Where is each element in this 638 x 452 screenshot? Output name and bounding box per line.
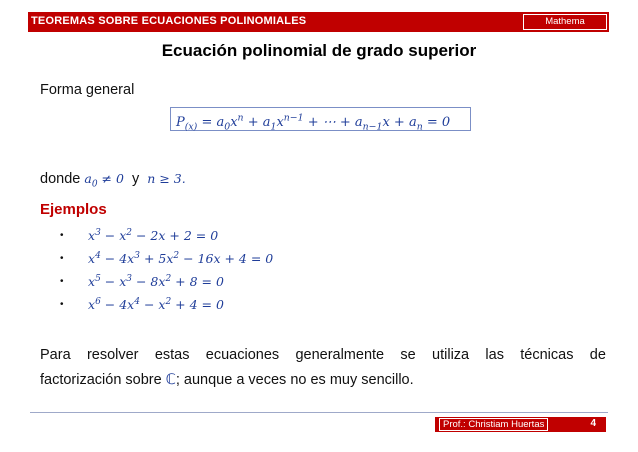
paragraph-word: se: [400, 347, 416, 363]
example-item: [40, 245, 273, 268]
paragraph-text: factorización sobre: [40, 372, 162, 388]
general-formula: [170, 107, 471, 131]
paragraph-word: utiliza: [432, 347, 470, 363]
header-bar: [28, 12, 609, 32]
example-equation: $x^5 - x^3 - 8x^2 + 8 = 0$: [88, 274, 224, 290]
example-item: [40, 291, 273, 314]
condition-a0: $a_0 \ne 0$: [84, 171, 124, 190]
condition-n: n ≥ 3.: [147, 171, 186, 186]
example-list: [40, 222, 273, 314]
paragraph-word: Para: [40, 347, 71, 363]
paragraph-word: estas: [154, 347, 190, 363]
condition-connector: y: [131, 171, 140, 187]
paragraph-line-1: [40, 343, 606, 368]
footer-divider: [30, 412, 608, 413]
general-formula-text: $P_{(x)} = a_0x^n + a_1x^{n-1}$ + ⋯ + $a_{n-1}x + a_n = 0$: [176, 113, 451, 133]
footer-author: Prof.: Christiam Huertas: [439, 418, 548, 431]
explanation-paragraph: [40, 343, 606, 393]
complex-set-symbol: ℂ: [165, 372, 176, 388]
bullet-icon: •: [60, 230, 64, 242]
condition-prefix: donde: [40, 171, 81, 187]
general-form-label: Forma general: [40, 82, 135, 98]
example-equation: $x^6 - 4x^4 - x^2 + 4 = 0$: [88, 297, 224, 313]
paragraph-word: las: [485, 347, 504, 363]
example-equation: $x^3 - x^2 - 2x + 2 = 0$: [88, 228, 219, 244]
bullet-icon: •: [60, 276, 64, 288]
example-equation: $x^4 - 4x^3 + 5x^2 - 16x + 4 = 0$: [88, 251, 274, 267]
paragraph-word: resolver: [86, 347, 139, 363]
paragraph-word: técnicas: [520, 347, 574, 363]
example-item: [40, 222, 273, 245]
paragraph-word: ecuaciones: [205, 347, 280, 363]
paragraph-text: ; aunque a veces no es muy sencillo.: [175, 372, 414, 388]
header-title: TEOREMAS SOBRE ECUACIONES POLINOMIALES: [31, 15, 307, 27]
examples-title: Ejemplos: [40, 201, 107, 218]
example-item: [40, 268, 273, 291]
page-title: Ecuación polinomial de grado superior: [161, 41, 477, 60]
page-number: 4: [590, 418, 596, 429]
paragraph-word: de: [589, 347, 606, 363]
header-brand: Mathema: [523, 14, 607, 30]
footer-bar: [435, 417, 606, 432]
bullet-icon: •: [60, 299, 64, 311]
condition-line: [40, 171, 186, 190]
paragraph-word: generalmente: [295, 347, 385, 363]
paragraph-line-2: [40, 368, 606, 393]
bullet-icon: •: [60, 253, 64, 265]
